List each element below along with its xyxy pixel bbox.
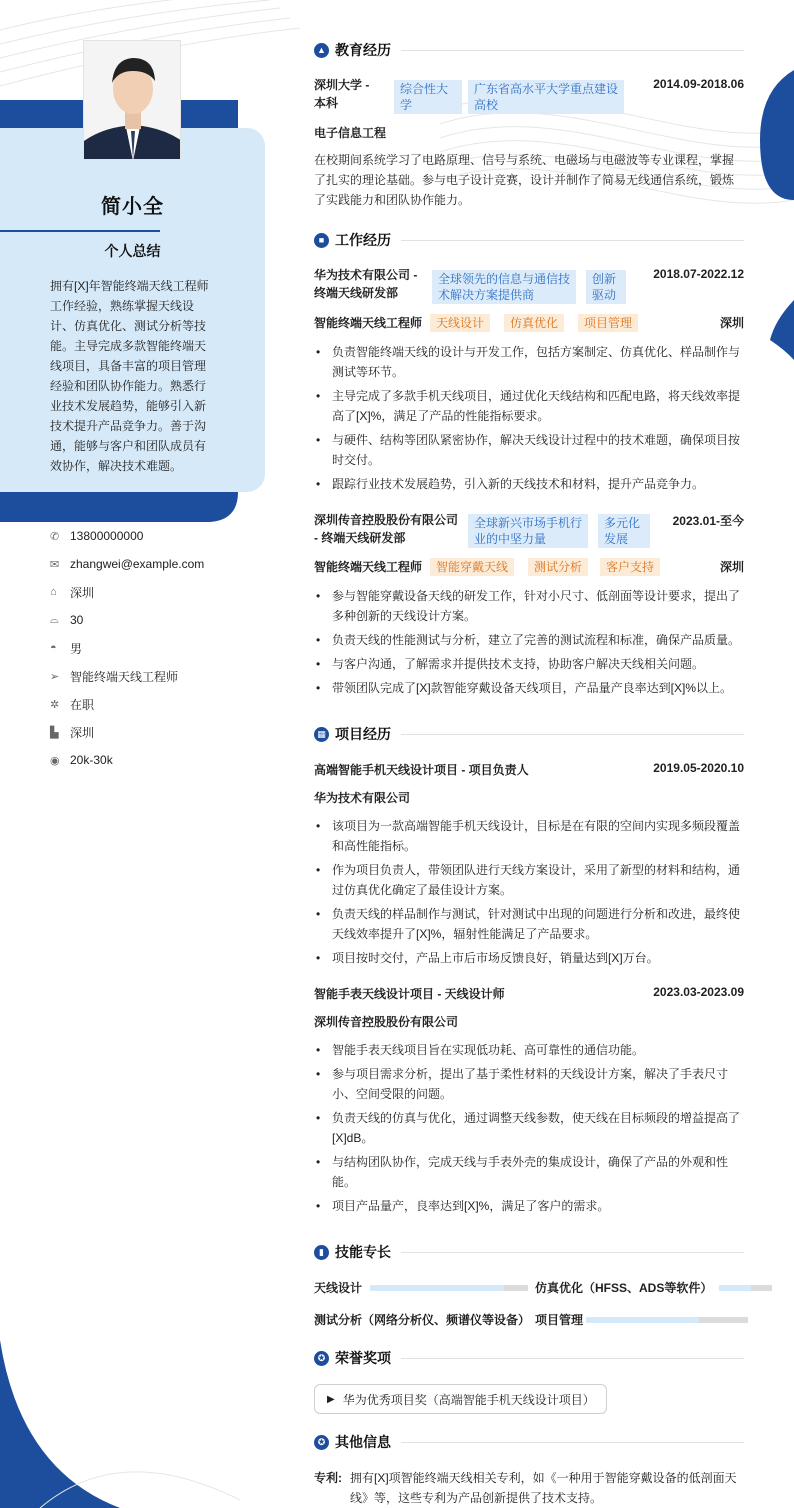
contact-item (50, 578, 260, 606)
divider (401, 240, 744, 241)
project-bullet: • 与结构团队协作，完成天线与手表外壳的集成设计，确保了产品的外观和性能。 (314, 1152, 744, 1192)
other-text: 拥有[X]项智能终端天线相关专利，如《一种用于智能穿戴设备的低剖面天线》等，这些专利为产品创新提供了技术支持。 (350, 1471, 737, 1505)
skill-tag: 智能穿戴天线 (430, 558, 514, 576)
section-title-education: 教育经历 (335, 42, 391, 58)
job-company: 深圳传音控股股份有限公司 - 终端天线研发部 (314, 513, 459, 545)
salary-icon: ◉ (50, 754, 60, 767)
contact-text: 深圳 (70, 585, 95, 600)
skill-tag: 天线设计 (430, 314, 490, 332)
job-date: 2018.07-2022.12 (653, 267, 744, 281)
job-bullet: • 与客户沟通，了解需求并提供技术支持，协助客户解决天线相关问题。 (314, 654, 744, 674)
section-title-other: 其他信息 (335, 1434, 391, 1450)
divider (401, 734, 744, 735)
age-icon: ⌓ (50, 613, 59, 626)
contact-list (50, 522, 260, 774)
graduation-cap-icon: ▲ (314, 43, 329, 58)
email-icon: ✉ (50, 558, 60, 571)
project-bullet: • 项目按时交付，产品上市后市场反馈良好，销量达到[X]万台。 (314, 948, 744, 968)
job-tag: 多元化发展 (598, 514, 650, 548)
major: 电子信息工程 (314, 126, 387, 140)
sidebar (0, 0, 270, 1508)
project-bullet: • 该项目为一款高端智能手机天线设计，目标是在有限的空间内实现多频段覆盖和高性能指标。 (314, 816, 744, 856)
project-bullet: • 项目产品量产，良率达到[X]%，满足了客户的需求。 (314, 1196, 744, 1216)
skill-name: 项目管理 (535, 1313, 584, 1327)
job-company: 华为技术有限公司 - 终端天线研发部 (314, 268, 418, 300)
skill-fill (719, 1285, 751, 1291)
contact-text: 男 (70, 641, 83, 656)
contact-item (50, 746, 260, 774)
status-icon: ✲ (50, 698, 60, 711)
job-bullet: • 主导完成了多款手机天线项目，通过优化天线结构和匹配电路，将天线效率提高了[X]%，满足了产品的性能指标要求。 (314, 386, 744, 426)
section-title-work: 工作经历 (335, 232, 391, 248)
skill-name: 天线设计 (314, 1281, 363, 1295)
bar-chart-icon: ▮ (314, 1245, 329, 1260)
award-item[interactable] (314, 1384, 607, 1414)
section-awards (314, 1348, 744, 1368)
contact-item (50, 634, 260, 662)
education-date: 2014.09-2018.06 (653, 77, 744, 91)
name-underline (0, 230, 160, 232)
job-city: 深圳 (719, 560, 744, 574)
avatar (83, 40, 181, 160)
skill-bar (370, 1285, 528, 1291)
contact-text: 30 (70, 613, 84, 627)
section-other (314, 1432, 744, 1452)
project-bullet: • 参与项目需求分析，提出了基于柔性材料的天线设计方案，解决了手表尺寸小、空间受限的问题。 (314, 1064, 744, 1104)
contact-text: 20k-30k (70, 753, 113, 767)
divider (401, 1252, 744, 1253)
skill-tag: 项目管理 (578, 314, 638, 332)
contact-item (50, 522, 260, 550)
briefcase-icon: ■ (314, 233, 329, 248)
phone-icon: ✆ (50, 530, 60, 543)
job-bullet: • 与硬件、结构等团队紧密协作，解决天线设计过程中的技术难题，确保项目按时交付。 (314, 430, 744, 470)
section-title-projects: 项目经历 (335, 726, 391, 742)
gender-icon: ◓ (50, 642, 57, 654)
skill-tag: 客户支持 (600, 558, 660, 576)
job-role: 智能终端天线工程师 (314, 316, 423, 330)
education-tag: 综合性大学 (394, 80, 462, 114)
project-name: 高端智能手机天线设计项目 - 项目负责人 (314, 763, 529, 777)
skill-name: 测试分析（网络分析仪、频谱仪等设备） (314, 1313, 531, 1327)
project-company: 华为技术有限公司 (314, 791, 411, 805)
skill-bar (586, 1317, 748, 1323)
section-title-skills: 技能专长 (335, 1244, 391, 1260)
divider (401, 1442, 744, 1443)
summary-title: 个人总结 (104, 243, 161, 259)
school-name: 深圳大学 - 本科 (314, 78, 370, 110)
section-projects (314, 724, 744, 744)
home-icon: ⌂ (50, 586, 57, 598)
contact-item (50, 662, 260, 690)
project-bullet: • 智能手表天线项目旨在实现低功耗、高可靠性的通信功能。 (314, 1040, 744, 1060)
project-name: 智能手表天线设计项目 - 天线设计师 (314, 987, 505, 1001)
skill-name: 仿真优化（HFSS、ADS等软件） (535, 1281, 713, 1295)
skill-bar (719, 1285, 772, 1291)
contact-item (50, 718, 260, 746)
contact-item (50, 550, 260, 578)
section-work (314, 230, 744, 250)
job-role: 智能终端天线工程师 (314, 560, 423, 574)
contact-text: 深圳 (70, 725, 95, 740)
education-tag: 广东省高水平大学重点建设高校 (468, 80, 624, 114)
project-date: 2019.05-2020.10 (653, 761, 744, 775)
job-tag: 创新驱动 (586, 270, 626, 304)
award-label: 华为优秀项目奖（高端智能手机天线设计项目） (342, 1392, 595, 1407)
contact-text: 13800000000 (70, 529, 144, 543)
skill-fill (586, 1317, 699, 1323)
position-icon: ➢ (50, 670, 60, 683)
education-desc: 在校期间系统学习了电路原理、信号与系统、电磁场与电磁波等专业课程，掌握了扎实的理论基础。参与电子设计竞赛，设计并制作了简易无线通信系统，锻炼了实践能力和团队协作能力。 (314, 153, 735, 207)
divider (401, 1358, 744, 1359)
play-triangle-icon: ▶ (327, 1393, 335, 1405)
job-bullet: • 负责天线的性能测试与分析，建立了完善的测试流程和标准，确保产品质量。 (314, 630, 744, 650)
medal-icon: ✪ (314, 1351, 329, 1366)
summary-text: 拥有[X]年智能终端天线工程师工作经验，熟练掌握天线设计、仿真优化、测试分析等技能。主导完成多款智能终端天线项目，具备丰富的项目管理经验和团队协作能力。熟悉行业技术发展趋势，能够引入新技术提升产品竞争力。善于沟通，能够与客户和团队成员有效协作，解决技术难题。 (50, 279, 209, 473)
project-bullet: • 负责天线的仿真与优化，通过调整天线参数，使天线在目标频段的增益提高了[X]dB。 (314, 1108, 744, 1148)
other-label: 专利: (314, 1471, 342, 1485)
job-city: 深圳 (719, 316, 744, 330)
job-bullet: • 带领团队完成了[X]款智能穿戴设备天线项目，产品量产良率达到[X]%以上。 (314, 678, 744, 698)
main-content (314, 0, 744, 1508)
contact-item (50, 606, 260, 634)
grid-icon: ▦ (314, 727, 329, 742)
job-bullet: • 参与智能穿戴设备天线的研发工作，针对小尺寸、低剖面等设计要求，提出了多种创新的天线设计方案。 (314, 586, 744, 626)
info-icon: ✪ (314, 1435, 329, 1450)
skill-tag: 测试分析 (528, 558, 588, 576)
candidate-name: 简小全 (101, 196, 164, 218)
project-bullet: • 负责天线的样品制作与测试，针对测试中出现的问题进行分析和改进，最终使天线效率提升了[X]%，辐射性能满足了产品要求。 (314, 904, 744, 944)
contact-text: 在职 (70, 697, 95, 712)
section-education (314, 40, 744, 60)
job-tag: 全球领先的信息与通信技术解决方案提供商 (432, 270, 576, 304)
job-bullet: • 负责智能终端天线的设计与开发工作，包括方案制定、仿真优化、样品制作与测试等环节。 (314, 342, 744, 382)
skill-fill (370, 1285, 504, 1291)
project-bullet: • 作为项目负责人，带领团队进行天线方案设计，采用了新型的材料和结构，通过仿真优化确定了最佳设计方案。 (314, 860, 744, 900)
job-tag: 全球新兴市场手机行业的中坚力量 (468, 514, 588, 548)
divider (401, 50, 744, 51)
contact-text: zhangwei@example.com (70, 557, 205, 571)
contact-text: 智能终端天线工程师 (70, 669, 179, 684)
skill-tag: 仿真优化 (504, 314, 564, 332)
section-title-awards: 荣誉奖项 (335, 1350, 391, 1366)
contact-item (50, 690, 260, 718)
job-date: 2023.01-至今 (672, 514, 744, 528)
project-date: 2023.03-2023.09 (653, 985, 744, 999)
job-bullet: • 跟踪行业技术发展趋势，引入新的天线技术和材料，提升产品竞争力。 (314, 474, 744, 494)
city-icon: ▙ (50, 726, 59, 739)
section-skills (314, 1242, 744, 1262)
project-company: 深圳传音控股股份有限公司 (314, 1015, 459, 1029)
